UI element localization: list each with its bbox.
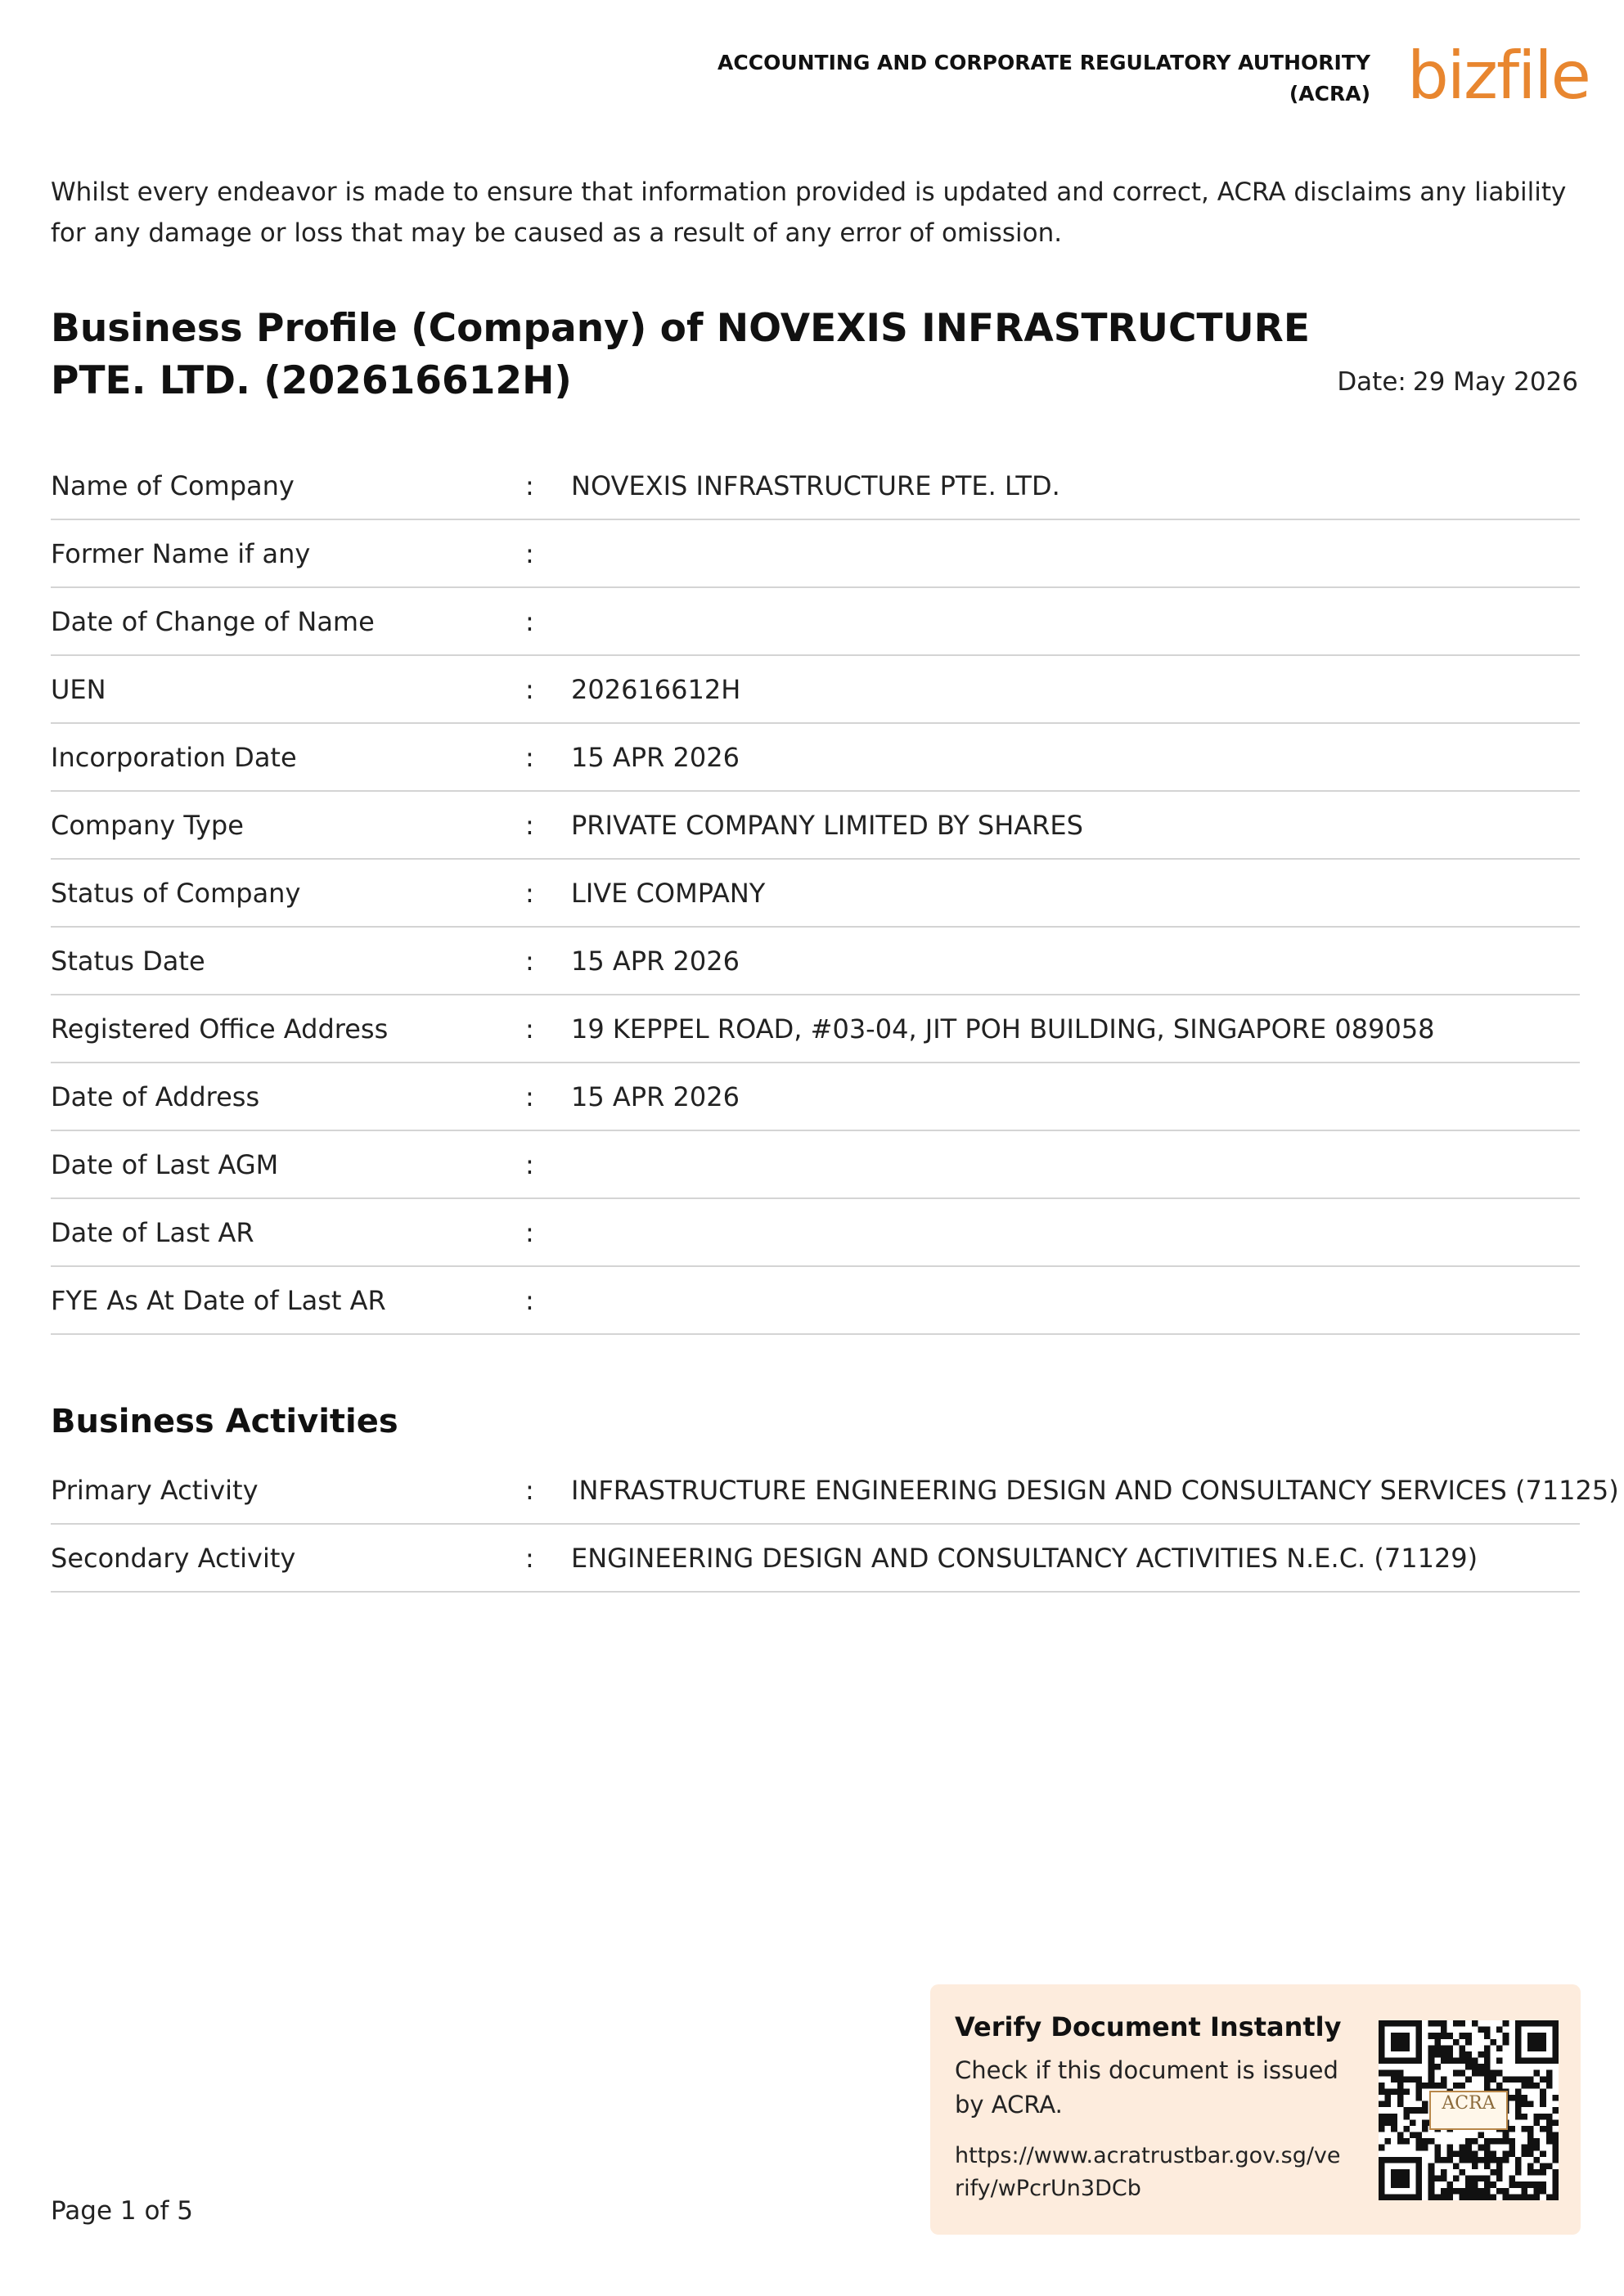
field-separator: : xyxy=(525,1013,534,1045)
field-label: UEN xyxy=(51,674,106,705)
field-separator: : xyxy=(525,674,534,705)
field-value: 15 APR 2026 xyxy=(571,946,740,977)
table-row xyxy=(51,995,1580,1063)
field-label: Status Date xyxy=(51,946,205,977)
header-authority xyxy=(634,47,1370,110)
document-date xyxy=(1330,366,1578,398)
verify-title: Verify Document Instantly xyxy=(955,2011,1342,2042)
field-label: Date of Address xyxy=(51,1081,260,1112)
field-value: PRIVATE COMPANY LIMITED BY SHARES xyxy=(571,810,1083,841)
table-row xyxy=(51,588,1580,656)
page-number: Page 1 of 5 xyxy=(51,2196,193,2226)
table-row xyxy=(51,1063,1580,1131)
field-value: 15 APR 2026 xyxy=(571,1081,740,1112)
business-activities-table xyxy=(51,1457,1619,1593)
qr-code-icon[interactable] xyxy=(1379,2020,1559,2200)
table-row xyxy=(51,1267,1580,1335)
field-label: Name of Company xyxy=(51,470,295,501)
bizfile-logo: bizfile xyxy=(1407,38,1590,114)
table-row xyxy=(51,656,1580,724)
field-label: Date of Last AGM xyxy=(51,1149,279,1180)
field-value: LIVE COMPANY xyxy=(571,878,766,909)
field-value: INFRASTRUCTURE ENGINEERING DESIGN AND CONSULTANCY SERVICES (71125) xyxy=(571,1475,1619,1506)
field-label: Former Name if any xyxy=(51,538,311,569)
field-separator: : xyxy=(525,878,534,909)
field-separator: : xyxy=(525,1285,534,1316)
field-separator: : xyxy=(525,1217,534,1248)
field-separator: : xyxy=(525,538,534,569)
field-value: 19 KEPPEL ROAD, #03-04, JIT POH BUILDING, SINGAPORE 089058 xyxy=(571,1013,1435,1045)
table-row xyxy=(51,1199,1580,1267)
field-label: Status of Company xyxy=(51,878,301,909)
field-value: 202616612H xyxy=(571,674,741,705)
verify-document-panel xyxy=(930,1984,1581,2235)
verify-description: Check if this document is issued by ACRA. xyxy=(955,2056,1338,2119)
table-row xyxy=(51,520,1580,588)
authority-line-2: (ACRA) xyxy=(1289,82,1370,106)
date-label: Date: xyxy=(1337,367,1406,397)
field-separator: : xyxy=(525,1475,534,1506)
acra-badge-icon: ACRA xyxy=(1429,2091,1508,2130)
table-row xyxy=(51,1131,1580,1199)
field-label: Secondary Activity xyxy=(51,1543,296,1574)
disclaimer-text: Whilst every endeavor is made to ensure that information provided is updated and correct, ACRA disclaims any liability for any damage or loss that may be caused as a result of any error of omission. xyxy=(51,177,1567,248)
table-row xyxy=(51,1457,1619,1525)
field-separator: : xyxy=(525,606,534,637)
field-separator: : xyxy=(525,810,534,841)
table-row xyxy=(51,452,1580,520)
field-separator: : xyxy=(525,1081,534,1112)
table-row xyxy=(51,724,1580,792)
field-value: NOVEXIS INFRASTRUCTURE PTE. LTD. xyxy=(571,470,1060,501)
date-value: 29 May 2026 xyxy=(1412,367,1578,397)
field-label: Primary Activity xyxy=(51,1475,259,1506)
field-value: 15 APR 2026 xyxy=(571,742,740,773)
field-value: ENGINEERING DESIGN AND CONSULTANCY ACTIVITIES N.E.C. (71129) xyxy=(571,1543,1478,1574)
field-label: Incorporation Date xyxy=(51,742,297,773)
company-profile-table xyxy=(51,452,1580,1335)
field-separator: : xyxy=(525,742,534,773)
field-label: Date of Change of Name xyxy=(51,606,375,637)
page-title: Business Profile (Company) of NOVEXIS INFRASTRUCTURE PTE. LTD. (202616612H) xyxy=(51,306,1310,403)
field-separator: : xyxy=(525,1149,534,1180)
authority-line-1: ACCOUNTING AND CORPORATE REGULATORY AUTHORITY xyxy=(718,51,1370,74)
field-separator: : xyxy=(525,1543,534,1574)
table-row xyxy=(51,860,1580,928)
table-row xyxy=(51,792,1580,860)
field-label: Date of Last AR xyxy=(51,1217,254,1248)
table-row xyxy=(51,1525,1580,1593)
field-label: FYE As At Date of Last AR xyxy=(51,1285,386,1316)
field-label: Registered Office Address xyxy=(51,1013,389,1045)
field-label: Company Type xyxy=(51,810,244,841)
verify-link[interactable]: https://www.acratrustbar.gov.sg/verify/wPcrUn3DCb xyxy=(955,2143,1341,2201)
table-row xyxy=(51,928,1580,995)
field-separator: : xyxy=(525,946,534,977)
field-separator: : xyxy=(525,470,534,501)
business-activities-heading: Business Activities xyxy=(51,1403,398,1440)
